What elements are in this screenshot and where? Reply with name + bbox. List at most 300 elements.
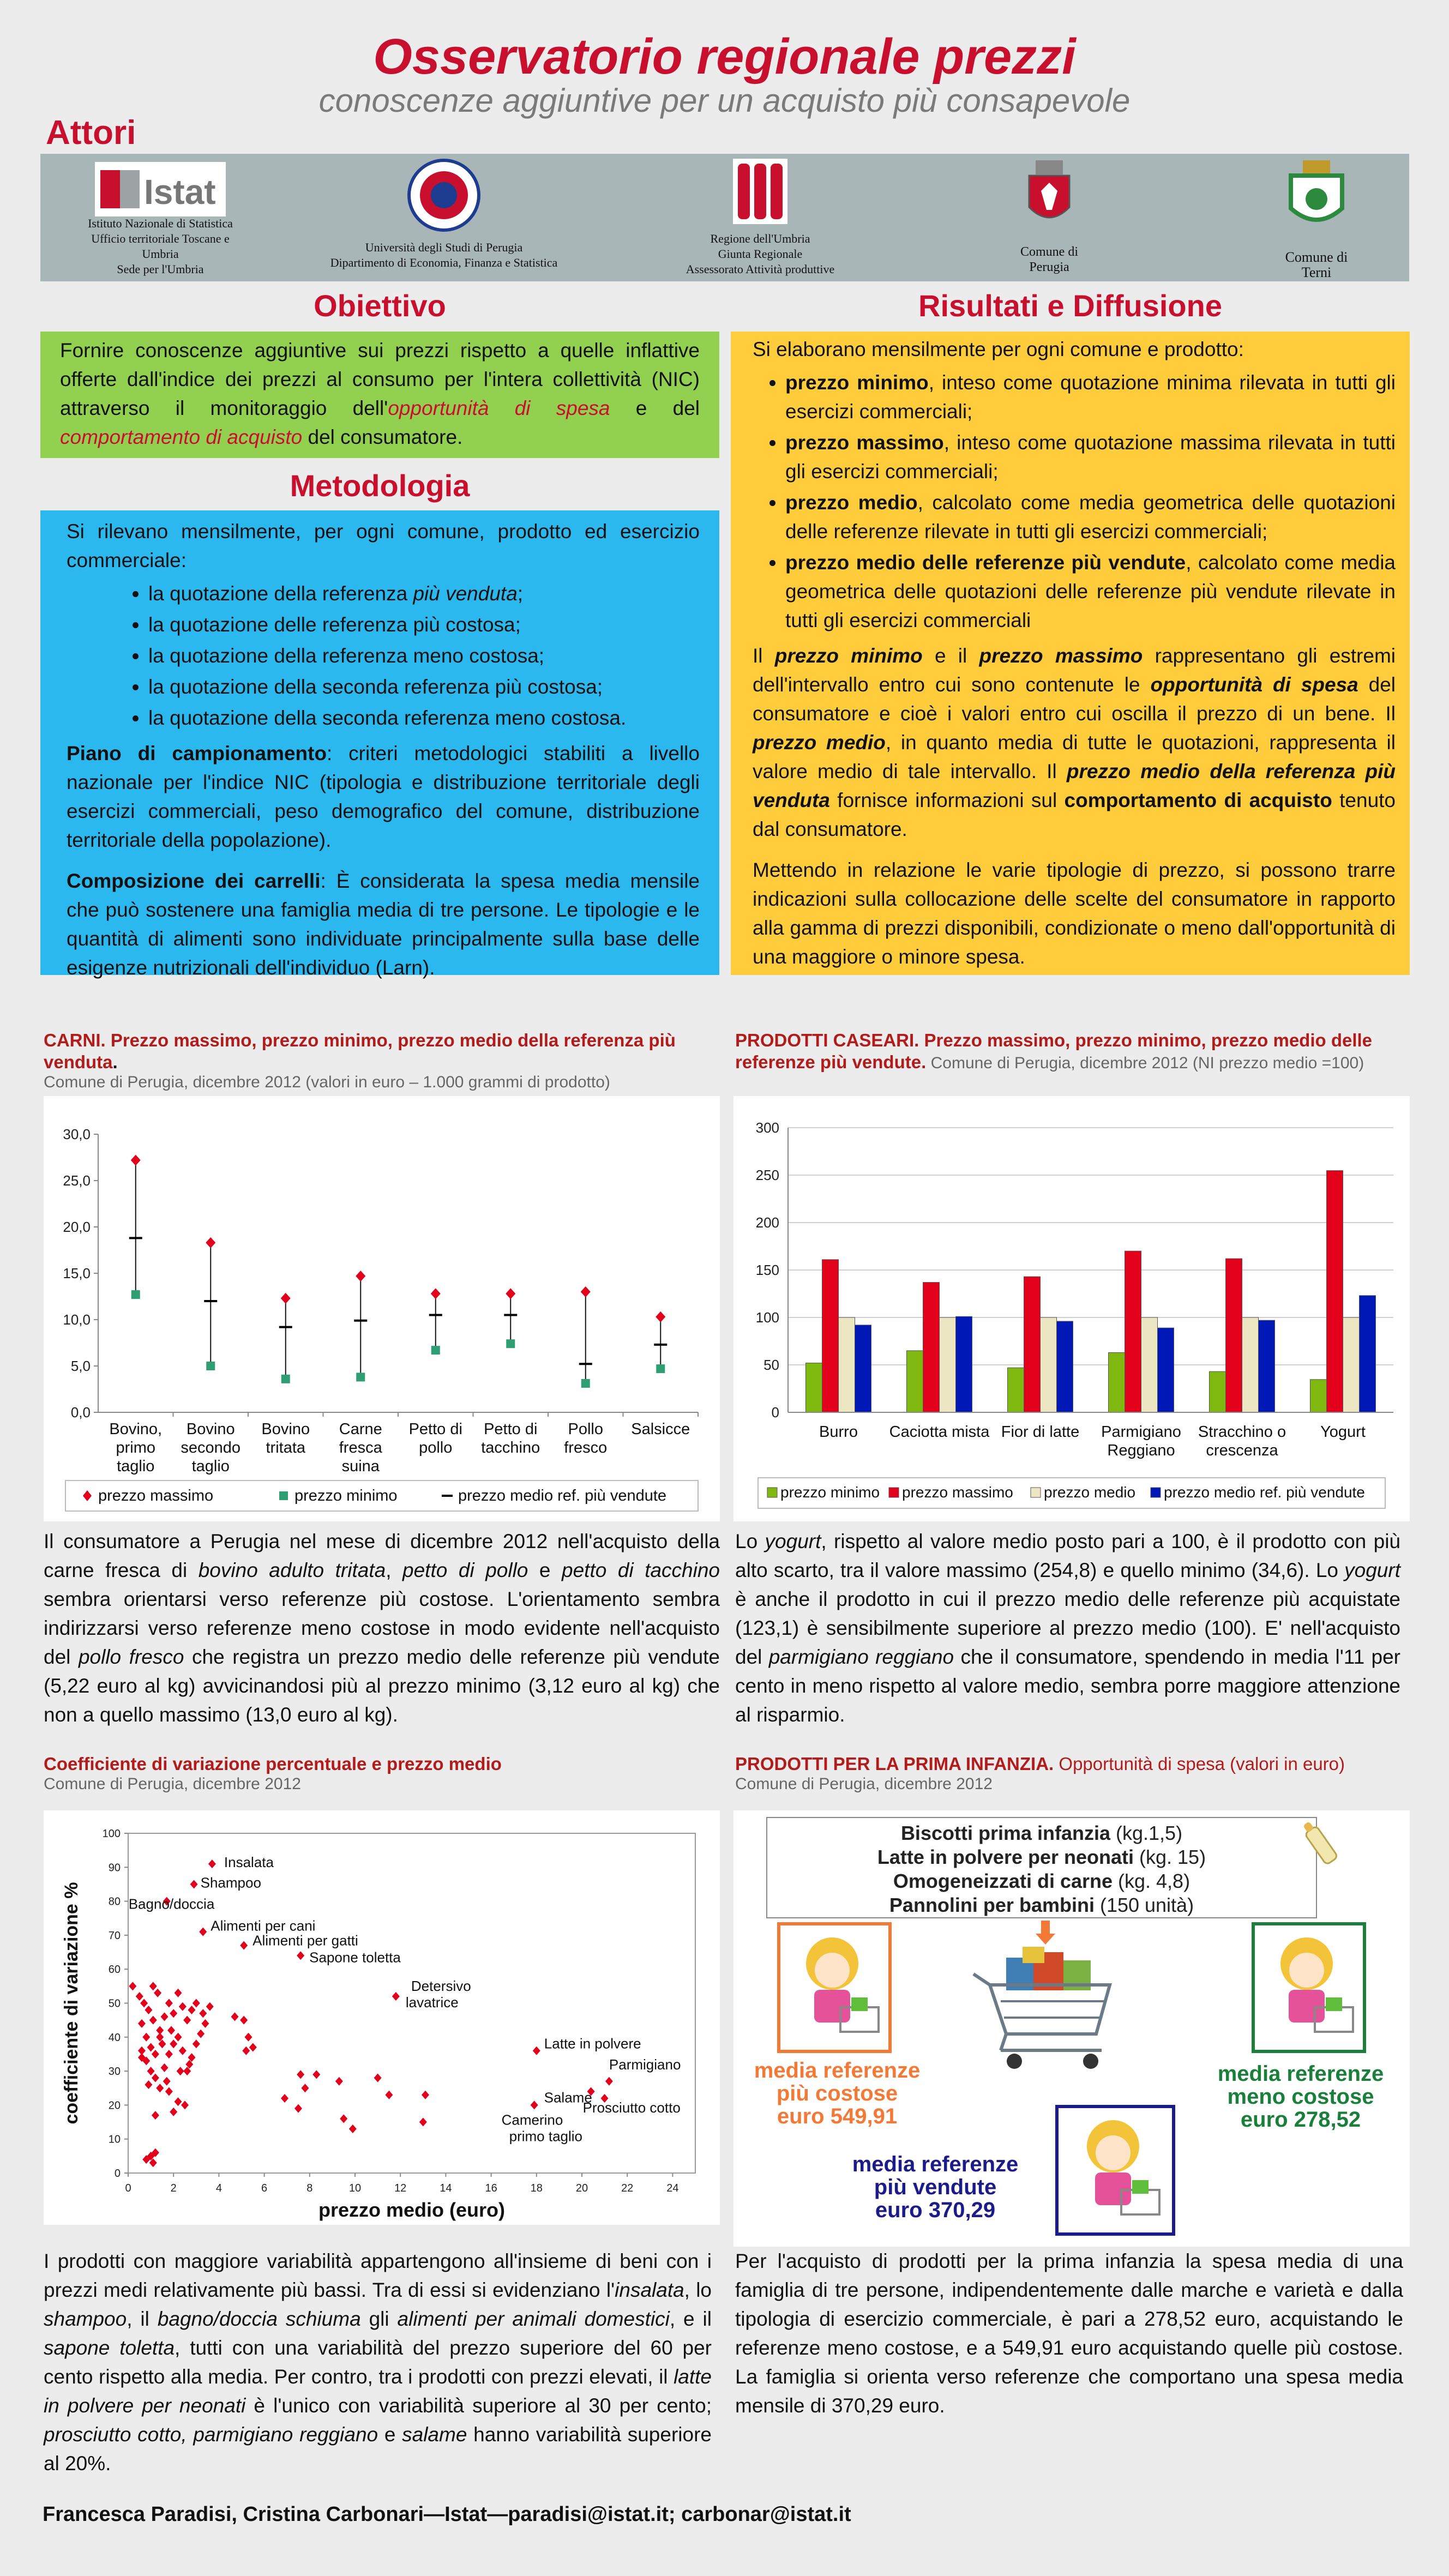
x-axis-label: prezzo medio (euro) <box>318 2199 506 2221</box>
text-span: , in quanto media di tutte le quotazioni, rappresenta il valore medio di tale intervallo. Il <box>753 731 1396 783</box>
text-span: che registra un prezzo medio delle referenze più vendute (5,22 euro al kg) avvicinandosi più al prezzo minimo (3,12 euro al kg) che non a quello massimo (13,0 euro al kg). <box>44 1646 720 1726</box>
emphasis-text: salame <box>402 2423 467 2446</box>
y-tick-label: 5,0 <box>70 1358 91 1374</box>
bar <box>1125 1251 1141 1412</box>
legend-label: prezzo medio ref. più vendute <box>458 1487 667 1504</box>
text-span: e del <box>610 397 700 419</box>
legend-swatch <box>1031 1488 1041 1497</box>
cv-chart-title <box>44 1753 720 1793</box>
point-label: Detersivo <box>411 1978 471 1995</box>
list-item <box>785 368 1396 426</box>
basket-item-qty: (kg. 15) <box>1134 1846 1206 1868</box>
chart-subtitle: Comune di Perugia, dicembre 2012 <box>735 1775 993 1793</box>
x-tick-label-line: Stracchino o <box>1198 1423 1286 1441</box>
x-tick-label-line: Petto di <box>408 1421 462 1438</box>
text-span: , calcolato come media geometrica delle quotazioni delle referenze rilevate in tutti gli esercizi commerciali; <box>785 491 1396 543</box>
max-marker <box>131 1155 141 1166</box>
x-tick-label: 20 <box>575 2182 588 2194</box>
point-label: lavatrice <box>405 1994 459 2011</box>
x-tick-label-line: Petto di <box>484 1421 538 1438</box>
obiettivo-heading: Obiettivo <box>314 288 446 323</box>
y-tick-label: 10 <box>108 2133 121 2146</box>
cv-chart-svg <box>44 1810 720 2225</box>
y-tick-label: 25,0 <box>63 1172 91 1189</box>
metodologia-box <box>40 510 719 979</box>
girl-shopping-icon <box>780 1925 888 2050</box>
y-tick-label: 50 <box>763 1357 779 1373</box>
regione-caption <box>640 231 880 277</box>
basket-item-name: Omogeneizzati di carne <box>893 1870 1113 1892</box>
emphasis-text: petto di tacchino <box>562 1559 720 1581</box>
legend-swatch <box>767 1488 777 1497</box>
list-item <box>785 428 1396 486</box>
emphasis-text: opportunità di spesa <box>1150 673 1358 696</box>
logo-caption-line: Università degli Studi di Perugia <box>365 240 523 254</box>
bar <box>1024 1277 1041 1412</box>
terni-logo <box>1251 154 1382 281</box>
bar <box>940 1317 956 1412</box>
point-label: primo taglio <box>509 2128 583 2145</box>
text-span: del consumatore e cioè i valori entro cui oscilla il prezzo di un bene. Il <box>753 673 1396 725</box>
bar <box>1057 1321 1073 1412</box>
x-tick-label-line: Parmigiano <box>1101 1423 1181 1441</box>
x-tick-label <box>109 1421 162 1475</box>
list-item: • la quotazione delle referenza più costosa; <box>148 610 700 639</box>
label-meno <box>1192 2062 1410 2131</box>
emphasis-text: shampoo <box>44 2308 127 2330</box>
x-tick-label-line: Bovino, <box>109 1421 163 1438</box>
y-tick-label: 100 <box>102 1828 121 1840</box>
label-costose <box>733 2059 941 2128</box>
x-tick-label <box>339 1421 383 1475</box>
point-label: Salame <box>544 2089 592 2106</box>
bar <box>1310 1380 1327 1412</box>
y-tick-label: 0 <box>771 1404 779 1421</box>
bar <box>1041 1317 1057 1412</box>
y-tick-label: 80 <box>108 1895 121 1908</box>
emphasis-text: prezzo medio <box>753 731 886 754</box>
x-tick-label: 12 <box>394 2182 407 2194</box>
logo-caption-line: Istituto Nazionale di Statistica <box>88 216 233 230</box>
girl-shopping-icon <box>1255 1925 1363 2050</box>
label-vendute <box>804 2153 1066 2222</box>
bar <box>1226 1259 1242 1412</box>
y-tick-label: 300 <box>755 1120 779 1136</box>
text-span: : È considerata la spesa media mensile che può sostenere una famiglia media di tre persone. Le tipologie e le quantità di alimenti sono individuate principalmente sulla base delle esigenze nutrizionali dell'individuo (Larn). <box>67 870 700 979</box>
min-marker <box>206 1362 215 1370</box>
text-span: e <box>378 2423 402 2446</box>
logo-caption-line: Regione dell'Umbria <box>710 232 810 245</box>
risultati-box <box>731 332 1410 975</box>
bold-label: prezzo medio delle referenze più vendute <box>785 551 1186 574</box>
x-tick-label: 10 <box>348 2182 362 2194</box>
carni-chart <box>44 1096 720 1521</box>
y-tick-label: 0,0 <box>70 1404 91 1421</box>
page-title: Osservatorio regionale prezzi <box>373 29 1076 85</box>
emphasis-text: alimenti per animali domestici <box>397 2308 670 2330</box>
x-tick-label <box>181 1421 241 1475</box>
bar <box>1343 1317 1360 1412</box>
chart-title: Coefficiente di variazione percentuale e prezzo medio <box>44 1754 502 1774</box>
chart-title: PRODOTTI PER LA PRIMA INFANZIA. <box>735 1754 1054 1774</box>
point-label: Prosciutto cotto <box>582 2099 681 2116</box>
logo-bar <box>40 154 1409 281</box>
point-label: Insalata <box>224 1854 274 1871</box>
basket-item <box>767 1845 1316 1869</box>
legend-label: prezzo medio ref. più vendute <box>1164 1484 1365 1501</box>
infanzia-text: Per l'acquisto di prodotti per la prima infanzia la spesa media di una famiglia di tre persone, indipendentemente dalle marche e varietà e dalla tipologia di esercizio commerciale, è pari a 278,52 euro, acquistando le referenze meno costose, e a 549,91 euro acquistando quelle più costose. La famiglia si orienta verso referenze che comportano una spesa media mensile di 370,29 euro. <box>735 2250 1403 2417</box>
cv-chart <box>44 1810 720 2225</box>
x-tick-label-line: Reggiano <box>1107 1442 1175 1459</box>
terni-caption <box>1251 250 1382 280</box>
text-span: Il consumatore a Perugia nel mese di dicembre 2012 nell'acquisto della carne fresca di <box>44 1530 720 1581</box>
x-tick-label <box>481 1421 540 1456</box>
risultati-list <box>753 368 1396 635</box>
text-span: Opportunità di spesa (valori in euro) <box>1054 1754 1345 1774</box>
y-tick-label: 40 <box>108 2031 121 2044</box>
y-axis-label: coefficiente di variazione % <box>61 1882 82 2124</box>
min-marker <box>506 1339 515 1348</box>
caseari-chart-title <box>735 1030 1411 1074</box>
y-tick-label: 50 <box>108 1997 121 2010</box>
cv-text <box>44 2247 712 2478</box>
price-value: euro 278,52 <box>1240 2108 1361 2132</box>
x-tick-label-line: Bovino <box>261 1421 310 1438</box>
text-span: , tutti con una variabilità del prezzo superiore del 60 per cento rispetto alla media. Per contro, tra i prodotti con prezzi elevati, il <box>44 2337 712 2388</box>
attori-heading: Attori <box>46 114 136 152</box>
x-tick-label: 24 <box>666 2182 679 2194</box>
max-marker <box>206 1237 215 1248</box>
basket-item <box>767 1893 1316 1917</box>
girl-shopping-icon <box>1059 2108 1172 2232</box>
svg-text:Istat: Istat <box>144 172 216 212</box>
max-marker <box>281 1293 291 1304</box>
list-item: • la quotazione della referenza più venduta; <box>148 579 700 608</box>
emphasis-text: prosciutto cotto, parmigiano reggiano <box>44 2423 378 2446</box>
text-span: Lo <box>735 1530 765 1552</box>
emphasis-text: yogurt <box>1344 1559 1400 1581</box>
list-item <box>785 548 1396 635</box>
y-tick-label: 70 <box>108 1929 121 1942</box>
min-marker <box>581 1379 590 1388</box>
min-marker <box>356 1373 365 1381</box>
point-label: Alimenti per cani <box>211 1917 316 1934</box>
bar <box>806 1363 822 1412</box>
bar <box>1259 1320 1275 1412</box>
basket-item-name: Pannolini per bambini <box>889 1894 1095 1916</box>
x-tick-label-line: Salsicce <box>631 1421 690 1438</box>
y-tick-label: 30 <box>108 2066 121 2078</box>
bold-label: Piano di campionamento <box>67 742 327 765</box>
point-label: Latte in polvere <box>544 2035 641 2052</box>
emphasis-text: yogurt <box>765 1530 821 1552</box>
bold-label: Composizione dei carrelli <box>67 870 321 892</box>
point-label: Sapone toletta <box>309 1949 401 1966</box>
regione-umbria-icon <box>730 156 790 227</box>
logo-caption-line: Perugia <box>1029 260 1069 274</box>
basket-item <box>767 1821 1316 1845</box>
text-span: : criteri metodologici stabiliti a livello nazionale per l'indice NIC (tipologia e distribuzione territoriale degli esercizi commerciali, peso demografico del comune, distribuzione territoriale della popolazione). <box>67 742 700 851</box>
chart-title: CARNI. Prezzo massimo, prezzo minimo, prezzo medio della referenza più venduta <box>44 1030 676 1072</box>
istat-logo <box>73 154 248 281</box>
carrelli-paragraph <box>67 866 700 982</box>
girl-card-meno <box>1252 1922 1366 2053</box>
y-tick-label: 60 <box>108 1964 121 1976</box>
x-tick-label-line: Caciotta mista <box>889 1423 990 1441</box>
text-span: rappresentano gli estremi dell'intervallo entro cui sono contenute le <box>753 645 1396 696</box>
x-tick-label <box>564 1421 607 1456</box>
legend-label: prezzo minimo <box>780 1484 880 1501</box>
x-tick-label <box>1101 1423 1181 1459</box>
risultati-intro: Si elaborano mensilmente per ogni comune e prodotto: <box>753 338 1244 360</box>
text-span: , lo <box>684 2279 712 2301</box>
x-tick-label: 0 <box>125 2182 131 2194</box>
text-span: hanno variabilità superiore al 20%. <box>44 2423 712 2475</box>
chart-subtitle: Comune di Perugia, dicembre 2012 (valori in euro – 1.000 grammi di prodotto) <box>44 1073 610 1091</box>
x-tick-label-line: Burro <box>819 1423 858 1441</box>
price-value: euro 370,29 <box>875 2198 996 2222</box>
text-span: e il <box>922 645 979 667</box>
label-line: meno costose <box>1227 2085 1374 2109</box>
bar <box>956 1316 972 1412</box>
basket-item-qty: (kg. 4,8) <box>1113 1870 1191 1892</box>
x-tick-label-line: Fior di latte <box>1001 1423 1080 1441</box>
x-tick-label-line: taglio <box>191 1458 230 1475</box>
bar <box>1327 1171 1343 1412</box>
text-span: , il <box>127 2308 158 2330</box>
label-line: più costose <box>776 2081 898 2105</box>
regione-logo <box>640 154 880 281</box>
caseari-chart <box>733 1096 1410 1521</box>
emphasis-text: comportamento di acquisto <box>60 426 303 448</box>
x-tick-label: 16 <box>485 2182 497 2194</box>
bar <box>855 1325 871 1412</box>
y-tick-label: 30,0 <box>63 1126 91 1142</box>
basket-item-name: Biscotti prima infanzia <box>900 1822 1111 1844</box>
bar <box>1242 1317 1259 1412</box>
max-marker <box>656 1311 665 1322</box>
min-marker <box>431 1346 440 1355</box>
max-marker <box>506 1288 515 1299</box>
logo-caption-line: Assessorato Attività produttive <box>686 262 835 276</box>
point-label: Bagno/doccia <box>128 1895 215 1912</box>
emphasis-text: latte in polvere per neonati <box>44 2366 712 2417</box>
bold-label: prezzo massimo <box>785 431 944 454</box>
x-tick-label-line: crescenza <box>1206 1442 1278 1459</box>
text-span: , inteso come quotazione minima rilevata in tutti gli esercizi commerciali; <box>785 371 1396 423</box>
metodologia-intro: Si rilevano mensilmente, per ogni comune, prodotto ed esercizio commerciale: <box>67 520 700 571</box>
baby-bottle-icon <box>1295 1816 1344 1870</box>
x-tick-label-line: Bovino <box>186 1421 235 1438</box>
logo-caption-line: Giunta Regionale <box>718 247 803 261</box>
text-span: . <box>112 1052 118 1072</box>
bar <box>1210 1371 1226 1412</box>
terni-crest-icon <box>1286 158 1346 234</box>
min-marker <box>281 1375 290 1383</box>
obiettivo-box <box>40 332 719 458</box>
perugia-crest-icon <box>1025 158 1074 229</box>
caseari-text <box>735 1527 1400 1729</box>
text-span: tenuto dal consumatore. <box>753 789 1396 840</box>
unipg-caption <box>324 240 564 270</box>
text-span: , <box>386 1559 403 1581</box>
legend-swatch <box>889 1488 899 1497</box>
basket-item-qty: (kg.1,5) <box>1110 1822 1183 1844</box>
label-line: media referenze <box>852 2152 1019 2176</box>
emphasis-text: pollo fresco <box>78 1646 184 1668</box>
emphasis-text: prezzo massimo <box>979 645 1143 667</box>
emphasis-text: bovino adulto tritata <box>198 1559 386 1581</box>
infanzia-title <box>735 1753 1411 1793</box>
perugia-caption <box>989 244 1109 275</box>
x-tick-label-line: fresco <box>564 1439 608 1456</box>
x-tick-label: 6 <box>261 2182 268 2194</box>
shopping-cart-icon <box>968 1941 1132 2072</box>
emphasis-text: sapone toletta <box>44 2337 175 2359</box>
bold-label: comportamento di acquisto <box>1064 789 1332 811</box>
text-span: è l'unico con variabilità superiore al 30 per cento; <box>245 2394 712 2417</box>
min-marker <box>656 1364 665 1373</box>
x-tick-label-line: pollo <box>419 1439 453 1456</box>
point-label: Camerino <box>501 2111 563 2128</box>
bar <box>923 1283 940 1412</box>
emphasis-text: petto di pollo <box>402 1559 528 1581</box>
y-tick-label: 15,0 <box>63 1265 91 1281</box>
bold-label: prezzo medio <box>785 491 918 514</box>
y-tick-label: 20,0 <box>63 1219 91 1235</box>
x-tick-label-line: fresca <box>339 1439 382 1456</box>
max-marker <box>431 1288 441 1299</box>
logo-caption-line: Sede per l'Umbria <box>117 262 204 276</box>
bar <box>907 1351 923 1412</box>
x-tick-label <box>1001 1423 1079 1441</box>
x-tick-label <box>1320 1423 1366 1441</box>
max-marker <box>356 1271 365 1281</box>
text-span: , inteso come quotazione massima rilevata in tutti gli esercizi commerciali; <box>785 431 1396 483</box>
text-span: gli <box>360 2308 398 2330</box>
caseari-chart-svg <box>733 1096 1410 1521</box>
legend-label: prezzo minimo <box>294 1487 398 1504</box>
list-item: • la quotazione della seconda referenza più costosa; <box>148 672 700 701</box>
perugia-logo <box>989 154 1109 281</box>
logo-caption-line: Terni <box>1301 264 1332 280</box>
unipg-logo <box>324 154 564 281</box>
text-span: , e il <box>669 2308 712 2330</box>
x-tick-label <box>889 1423 990 1441</box>
carni-chart-title <box>44 1030 723 1092</box>
text-span: , rispetto al valore medio posto pari a 100, è il prodotto con più alto scarto, tra il valore massimo (254,8) e quello minimo (34,6). Lo <box>735 1530 1400 1581</box>
text-span: del consumatore. <box>302 426 463 448</box>
bar <box>1360 1296 1376 1412</box>
footer-credits: Francesca Paradisi, Cristina Carbonari—Istat—paradisi@istat.it; carbonar@istat.it <box>43 2503 851 2526</box>
text-span: e <box>528 1559 562 1581</box>
bar <box>1141 1317 1158 1412</box>
x-tick-label-line: suina <box>341 1458 380 1475</box>
text-span: che il consumatore, spendendo in media l'11 per cento in meno rispetto al valore medio, sembra porre maggiore attenzione al risparmio. <box>735 1646 1400 1726</box>
label-line: media referenze <box>1217 2062 1384 2086</box>
x-tick-label-line: Pollo <box>568 1421 603 1438</box>
logo-caption-line: Comune di <box>1285 249 1348 265</box>
piano-paragraph <box>67 739 700 854</box>
basket-item-qty: (150 unità) <box>1094 1894 1194 1916</box>
risultati-paragraph-2: Mettendo in relazione le varie tipologie di prezzo, si possono trarre indicazioni sulla collocazione delle scelte del consumatore in rapporto alla gamma di prezzi disponibili, condizionate o meno dall'opportunità di una maggiore o minore spesa. <box>753 859 1396 968</box>
emphasis-text: bagno/doccia schiuma <box>157 2308 361 2330</box>
university-seal-icon <box>406 157 482 233</box>
x-tick-label-line: taglio <box>117 1458 155 1475</box>
bar <box>1008 1368 1024 1412</box>
logo-caption-line: Dipartimento di Economia, Finanza e Statistica <box>330 256 558 269</box>
x-tick-label-line: Carne <box>339 1421 382 1438</box>
emphasis-text: parmigiano reggiano <box>768 1646 954 1668</box>
logo-caption-line: Comune di <box>1020 245 1078 259</box>
x-tick-label-line: secondo <box>181 1439 241 1456</box>
x-tick-label-line: primo <box>116 1439 156 1456</box>
label-line: media referenze <box>754 2059 921 2083</box>
bar <box>1158 1328 1174 1412</box>
legend-label: prezzo massimo <box>902 1484 1013 1501</box>
basket-list <box>766 1817 1317 1918</box>
bar <box>1109 1352 1125 1412</box>
metodologia-heading: Metodologia <box>290 468 470 503</box>
y-tick-label: 200 <box>755 1214 779 1231</box>
list-item <box>785 488 1396 546</box>
infanzia-panel <box>733 1810 1410 2247</box>
y-tick-label: 0 <box>114 2168 121 2180</box>
price-value: euro 549,91 <box>777 2104 898 2128</box>
label-line: più vendute <box>874 2175 997 2199</box>
carni-chart-svg <box>44 1096 720 1521</box>
x-tick-label: 8 <box>306 2182 313 2194</box>
point-label: Alimenti per gatti <box>252 1932 358 1949</box>
point-label: Parmigiano <box>609 2056 681 2073</box>
min-marker <box>131 1290 140 1299</box>
text-span: Fornire conoscenze aggiuntive sui prezzi rispetto a quelle inflattive offerte dall'indice dei prezzi al consumo per l'intera collettività (NIC) attraverso il monitoraggio dell' <box>60 339 700 419</box>
obiettivo-text <box>60 336 700 452</box>
legend-label: prezzo medio <box>1044 1484 1136 1501</box>
text-span: , calcolato come media geometrica delle quotazioni delle referenze più vendute rilevate in tutti gli esercizi commerciali <box>785 551 1396 631</box>
y-tick-label: 250 <box>755 1167 779 1183</box>
list-item: • la quotazione della seconda referenza meno costosa. <box>148 703 700 732</box>
bold-label: prezzo minimo <box>785 371 929 394</box>
bar <box>839 1317 855 1412</box>
point-label: Shampoo <box>200 1874 261 1891</box>
chart-subtitle: Comune di Perugia, dicembre 2012 (NI prezzo medio =100) <box>926 1054 1364 1072</box>
x-tick-label: 4 <box>215 2182 222 2194</box>
x-tick-label <box>631 1421 690 1438</box>
emphasis-text: prezzo minimo <box>774 645 923 667</box>
chart-subtitle: Comune di Perugia, dicembre 2012 <box>44 1775 301 1793</box>
text-span: I prodotti con maggiore variabilità appartengono all'insieme di beni con i prezzi medi relativamente più bassi. Tra di essi si evidenziano l' <box>44 2250 712 2301</box>
legend-swatch <box>1151 1488 1161 1497</box>
y-tick-label: 100 <box>755 1309 779 1326</box>
emphasis-text: insalata <box>615 2279 684 2301</box>
istat-logo-icon <box>92 159 229 219</box>
legend-label: prezzo massimo <box>98 1487 214 1504</box>
x-tick-label <box>1198 1423 1286 1459</box>
text-span: sembra orientarsi verso referenze più costose. L'orientamento sembra indirizzarsi verso referenze meno costose in modo evidente nell'acquisto del <box>44 1588 720 1668</box>
emphasis-text: opportunità di spesa <box>388 397 610 419</box>
logo-caption-line: Ufficio territoriale Toscane e Umbria <box>91 232 230 261</box>
x-tick-label <box>819 1423 858 1441</box>
y-tick-label: 150 <box>755 1262 779 1278</box>
list-item: • la quotazione della referenza meno costosa; <box>148 641 700 670</box>
x-tick-label-line: Yogurt <box>1320 1423 1366 1441</box>
text-span: fornisce informazioni sul <box>829 789 1065 811</box>
max-marker <box>581 1286 591 1297</box>
text-span: è anche il prodotto in cui il prezzo medio delle referenze più acquistate (123,1) è sensibilmente superiore al prezzo medio (100). E' nell'acquisto del <box>735 1588 1400 1668</box>
risultati-heading: Risultati e Diffusione <box>918 288 1222 323</box>
y-tick-label: 90 <box>108 1862 121 1874</box>
